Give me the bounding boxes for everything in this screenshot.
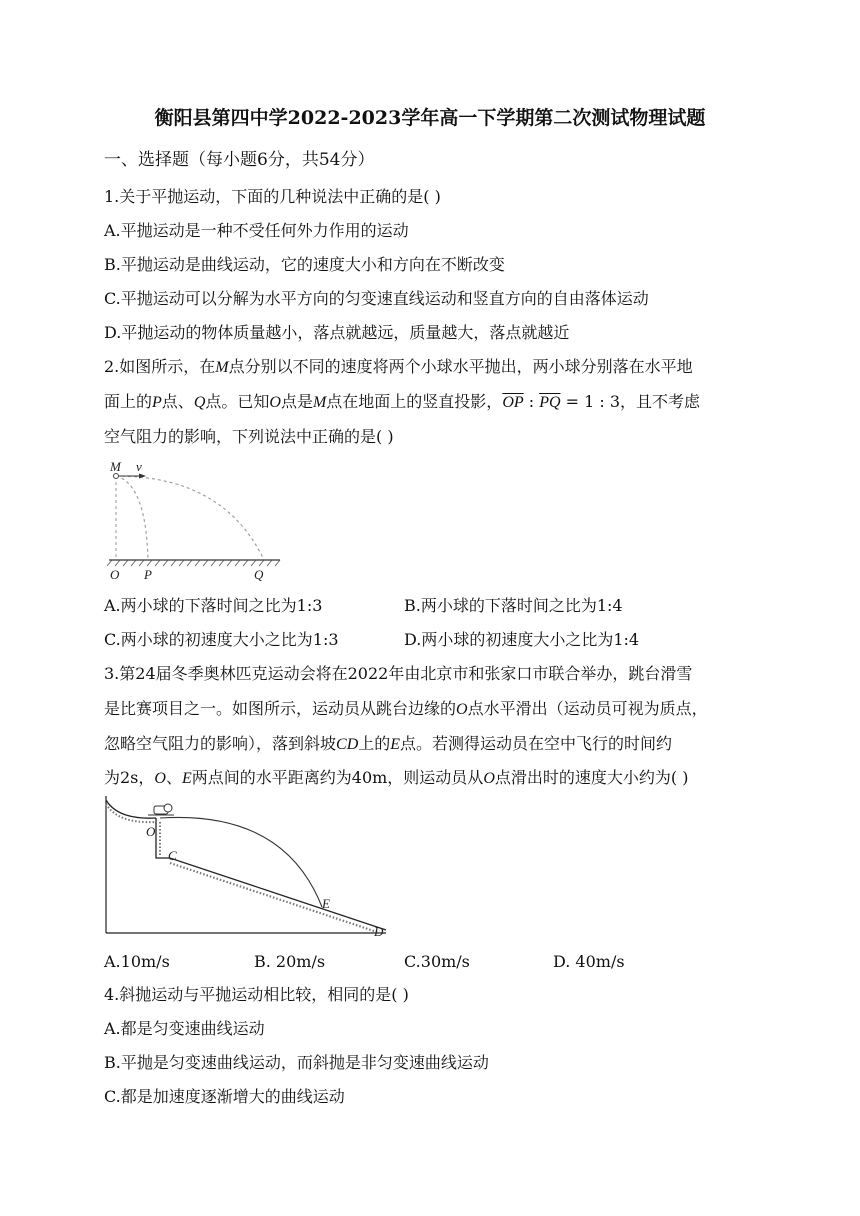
q2-text: 点分别以不同的速度将两个小球水平抛出，两小球分别落在水平地 xyxy=(228,357,693,376)
q2-var-q: Q xyxy=(193,394,206,411)
q3-text: 为2s， xyxy=(104,768,155,787)
q4-option-b: B.平抛是匀变速曲线运动，而斜抛是非匀变速曲线运动 xyxy=(104,1053,489,1072)
q3-text: 两点间的水平距离约为40m，则运动员从 xyxy=(191,768,484,787)
q2-trajectory-q xyxy=(116,476,264,560)
q3-label-o: O xyxy=(146,824,156,839)
q2-var-o: O xyxy=(269,394,281,411)
q3-var-o: O xyxy=(483,770,495,787)
q2-text: ，且不考虑 xyxy=(620,392,701,411)
q2-label-m: M xyxy=(110,459,121,474)
q3-skier-head xyxy=(164,804,172,812)
q3-var-o: O xyxy=(154,770,166,787)
q2-option-a: A.两小球的下落时间之比为1:3 xyxy=(104,596,323,615)
q2-var-m: M xyxy=(215,359,229,376)
q3-text: 、 xyxy=(165,768,182,787)
q2-ball xyxy=(114,474,119,479)
q1-option-a: A.平抛运动是一种不受任何外力作用的运动 xyxy=(104,221,409,240)
q3-ramp-hatch xyxy=(106,804,156,822)
q3-text: 上的 xyxy=(358,734,391,753)
q3-option-d: D. 40m/s xyxy=(553,952,625,971)
q2-option-b: B.两小球的下落时间之比为1:4 xyxy=(404,596,623,615)
q3-label-d: D xyxy=(374,924,384,939)
q2-figure xyxy=(104,458,294,584)
q3-var-o: O xyxy=(456,701,468,718)
q2-option-c: C.两小球的初速度大小之比为1:3 xyxy=(104,630,339,649)
q4-option-c: C.都是加速度逐渐增大的曲线运动 xyxy=(104,1087,345,1106)
q3-label-e: E xyxy=(322,896,330,911)
q2-segment-op: $\overline{OP}$ xyxy=(502,394,524,411)
page-title: 衡阳县第四中学2022-2023学年高一下学期第二次测试物理试题 xyxy=(154,107,706,129)
q3-stem-line3 xyxy=(104,734,672,755)
q1-option-c: C.平抛运动可以分解为水平方向的匀变速直线运动和竖直方向的自由落体运动 xyxy=(104,289,649,308)
q2-option-d: D.两小球的初速度大小之比为1:4 xyxy=(404,630,640,649)
q3-text: 是比赛项目之一。如图所示，运动员从跳台边缘的 xyxy=(104,699,457,718)
q2-label-v: v xyxy=(136,459,142,474)
q2-stem-line3: 空气阻力的影响，下列说法中正确的是( ) xyxy=(104,427,394,446)
q3-var-e: E xyxy=(181,770,192,787)
q3-option-b: B. 20m/s xyxy=(254,952,326,971)
q2-ground-hatch xyxy=(107,560,280,566)
q3-var-e: E xyxy=(390,736,401,753)
q3-label-c: C xyxy=(168,848,177,863)
q2-stem-line2 xyxy=(104,392,700,413)
q3-option-a: A.10m/s xyxy=(104,952,170,971)
section-heading: 一、选择题（每小题6分，共54分） xyxy=(104,150,375,170)
q2-text: 面上的 xyxy=(104,392,153,411)
q3-text: 忽略空气阻力的影响），落到斜坡 xyxy=(104,734,337,753)
q4-stem: 4.斜抛运动与平抛运动相比较，相同的是( ) xyxy=(104,985,409,1004)
q3-slope-cd xyxy=(156,818,386,930)
q2-label-o: O xyxy=(110,567,120,582)
q3-stem-line1: 3.第24届冬季奥林匹克运动会将在2022年由北京市和张家口市联合举办，跳台滑雪 xyxy=(104,664,693,683)
q2-var-m: M xyxy=(312,394,327,411)
q1-stem: 1.关于平抛运动，下面的几种说法中正确的是( ) xyxy=(104,187,441,206)
q2-text: 点是 xyxy=(280,392,313,411)
q2-colon: : xyxy=(523,392,540,411)
q1-option-b: B.平抛运动是曲线运动，它的速度大小和方向在不断改变 xyxy=(104,255,505,274)
q1-option-d: D.平抛运动的物体质量越小，落点就越远，质量越大，落点就越近 xyxy=(104,323,570,342)
q3-option-c: C.30m/s xyxy=(404,952,470,971)
q3-slope-hatch xyxy=(170,863,380,933)
q2-var-p: P xyxy=(152,394,162,411)
q2-stem-line1 xyxy=(104,357,693,378)
q2-text: 2.如图所示，在 xyxy=(104,357,216,376)
q3-text: 点水平滑出（运动员可视为质点， xyxy=(467,699,708,718)
q3-stem-line4 xyxy=(104,768,688,789)
q2-text: 点。已知 xyxy=(205,392,270,411)
q3-figure xyxy=(104,796,404,942)
q3-text: 点滑出时的速度大小约为( ) xyxy=(494,768,689,787)
q2-segment-pq: $\overline{PQ}$ xyxy=(539,394,561,411)
q4-option-a: A.都是匀变速曲线运动 xyxy=(104,1019,265,1038)
q3-stem-line2 xyxy=(104,699,708,720)
q3-var-cd: CD xyxy=(336,736,359,753)
q2-label-p: P xyxy=(144,567,152,582)
q2-text: 点、 xyxy=(161,392,194,411)
q3-text: 点。若测得运动员在空中飞行的时间约 xyxy=(400,734,673,753)
q2-ratio: = 1 : 3 xyxy=(560,392,621,411)
q2-text: 点在地面上的竖直投影， xyxy=(326,392,503,411)
q2-trajectory-p xyxy=(116,476,148,560)
q2-label-q: Q xyxy=(254,567,264,582)
